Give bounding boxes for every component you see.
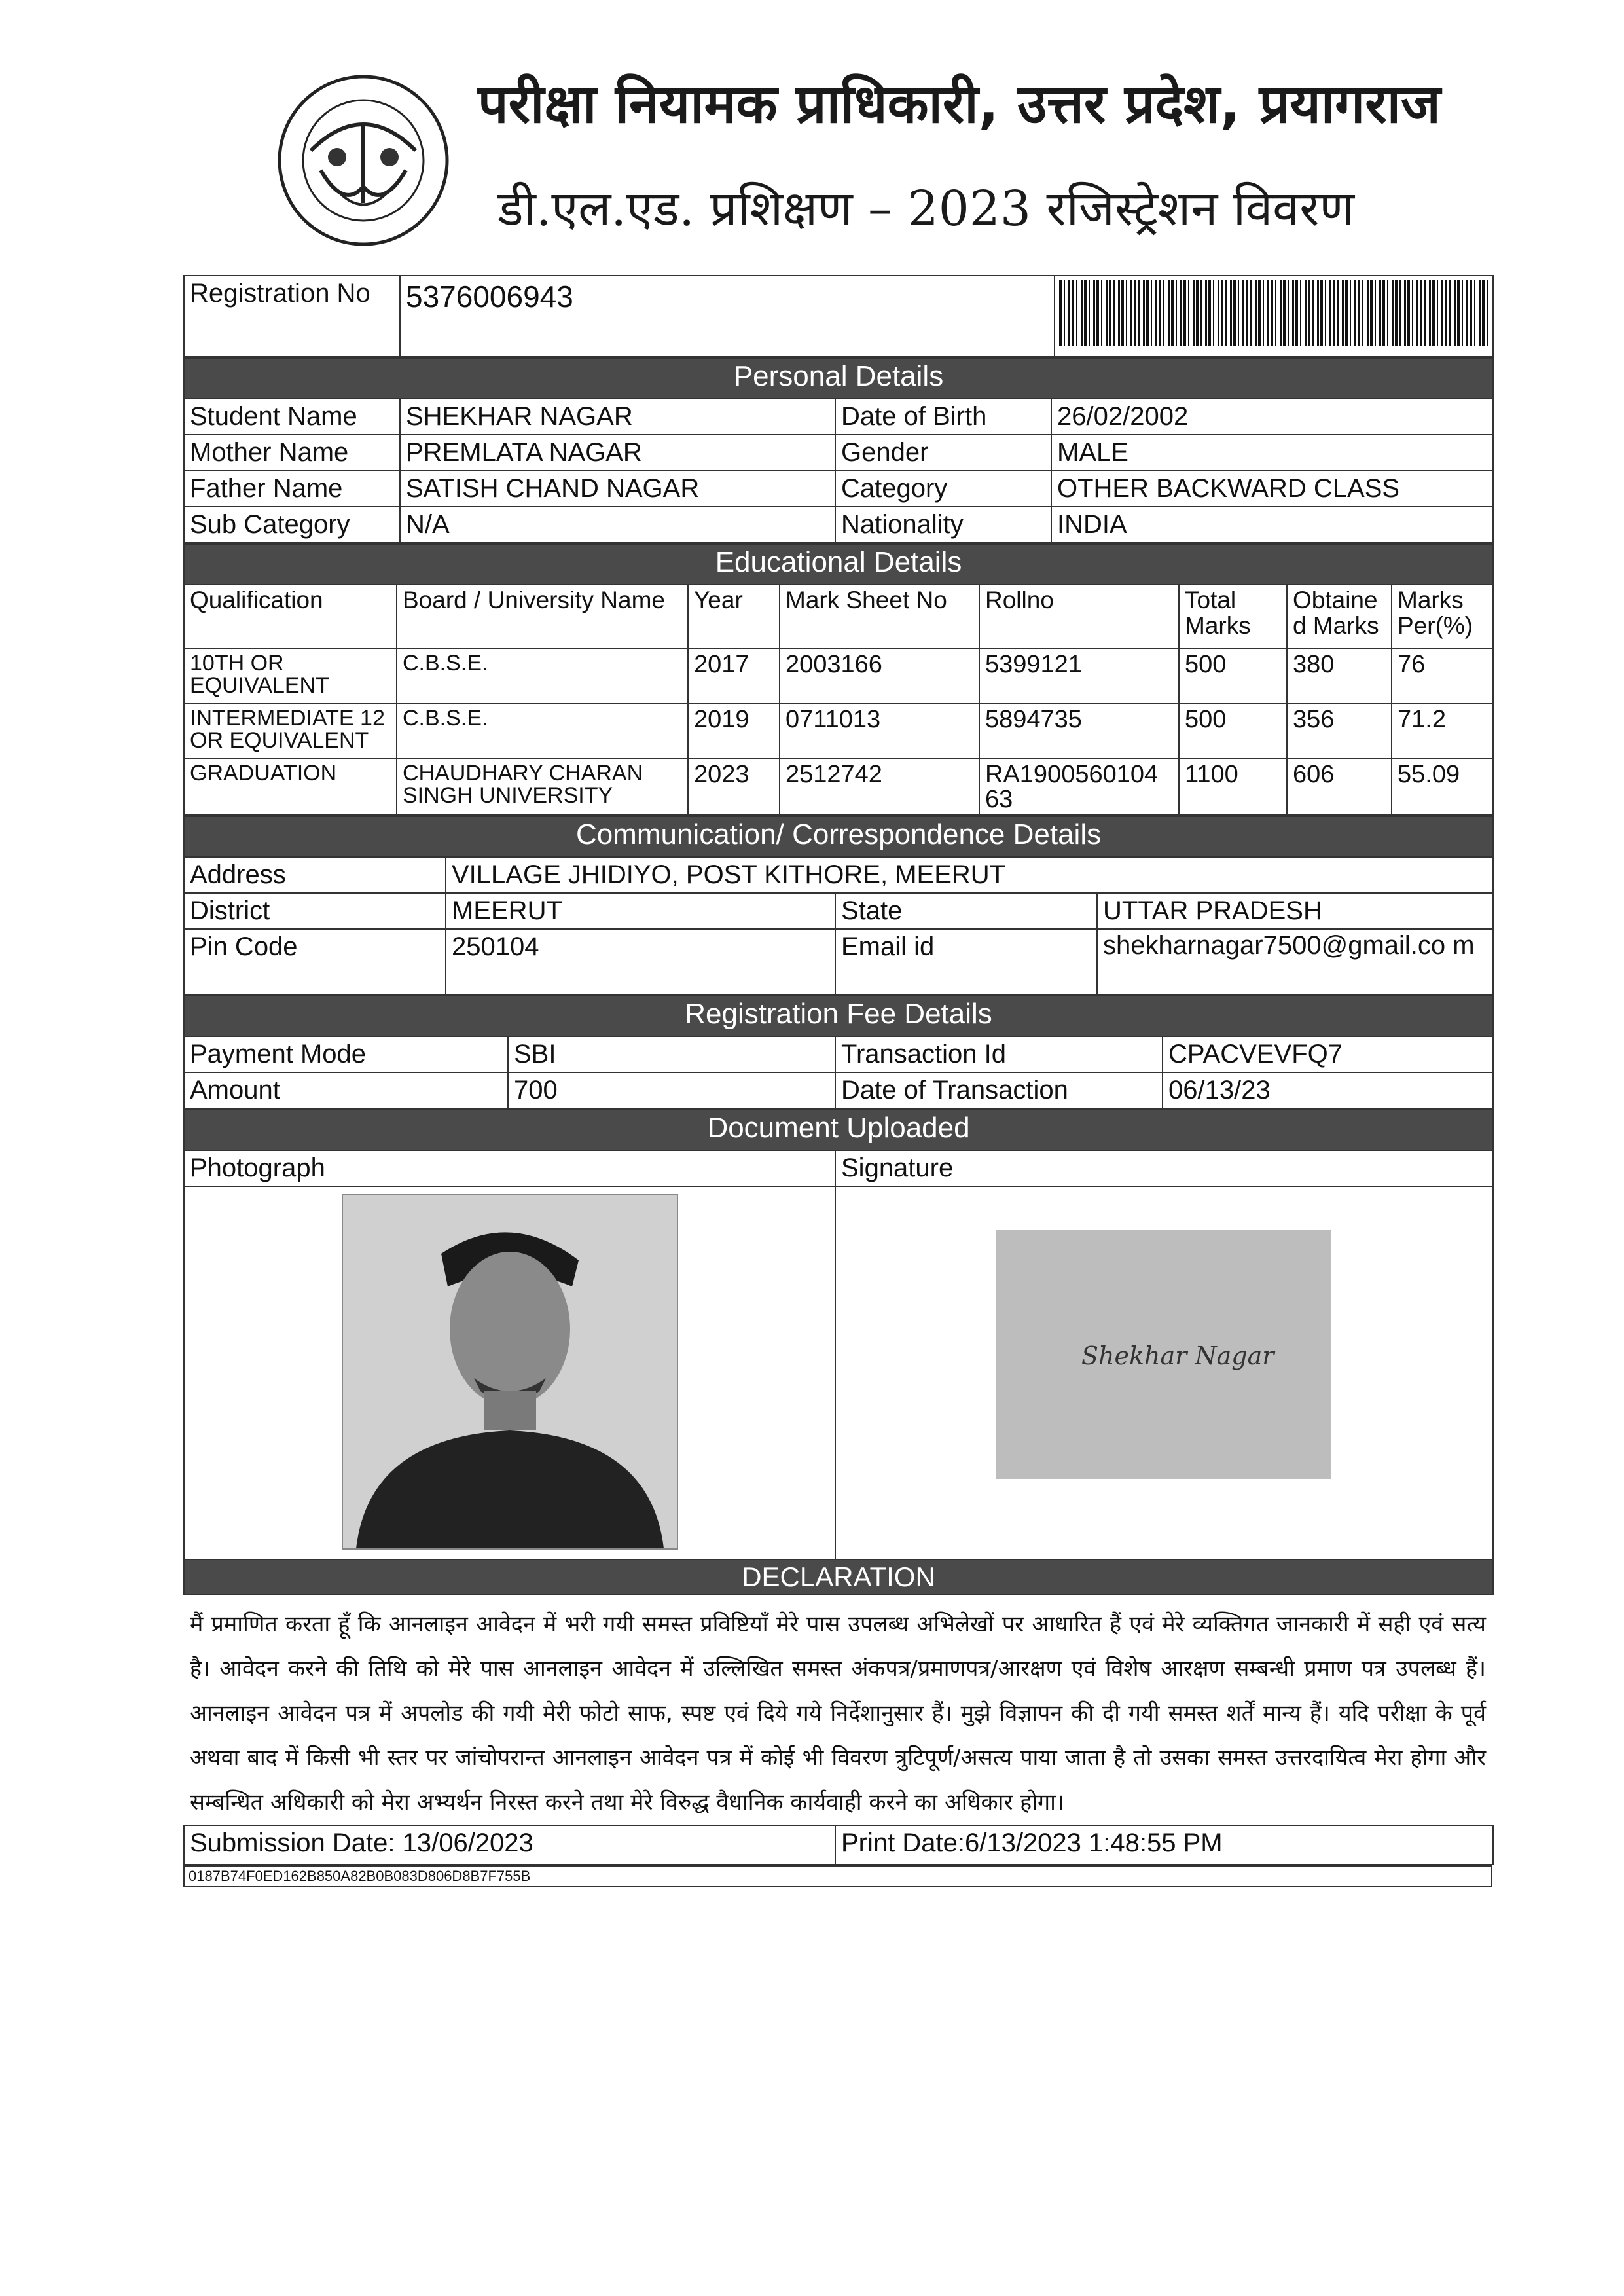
- print-date: Print Date:6/13/2023 1:48:55 PM: [835, 1825, 1493, 1865]
- table-cell: C.B.S.E.: [397, 704, 688, 759]
- table-cell: 71.2: [1392, 704, 1493, 759]
- applicant-photo: [342, 1194, 678, 1550]
- photograph-label: Photograph: [184, 1150, 835, 1186]
- education-heading: Educational Details: [184, 544, 1493, 585]
- col-marksheet: Mark Sheet No: [780, 585, 979, 649]
- communication-heading: Communication/ Correspondence Details: [184, 816, 1493, 857]
- state-value: UTTAR PRADESH: [1097, 893, 1493, 929]
- student-name-value: SHEKHAR NAGAR: [400, 399, 835, 435]
- category-value: OTHER BACKWARD CLASS: [1051, 471, 1493, 507]
- district-label: District: [184, 893, 446, 929]
- table-cell: 5399121: [979, 649, 1179, 704]
- address-value: VILLAGE JHIDIYO, POST KITHORE, MEERUT: [446, 857, 1493, 893]
- table-cell: 5894735: [979, 704, 1179, 759]
- footer-table: [183, 1825, 1494, 1865]
- header-title-line1: परीक्षा नियामक प्राधिकारी, उत्तर प्रदेश, प्रयागराज: [478, 73, 1441, 136]
- col-percent: Marks Per(%): [1392, 585, 1493, 649]
- table-cell: 500: [1179, 704, 1287, 759]
- hash-table: [183, 1865, 1492, 1887]
- table-cell: C.B.S.E.: [397, 649, 688, 704]
- personal-details-table: [183, 357, 1494, 543]
- nationality-label: Nationality: [835, 507, 1051, 543]
- district-value: MEERUT: [446, 893, 835, 929]
- category-label: Category: [835, 471, 1051, 507]
- nationality-value: INDIA: [1051, 507, 1493, 543]
- col-qualification: Qualification: [184, 585, 397, 649]
- address-label: Address: [184, 857, 446, 893]
- amount-label: Amount: [184, 1072, 508, 1108]
- table-cell: 500: [1179, 649, 1287, 704]
- table-cell: 76: [1392, 649, 1493, 704]
- signature-label: Signature: [835, 1150, 1493, 1186]
- state-label: State: [835, 893, 1097, 929]
- table-cell: 606: [1287, 759, 1392, 815]
- father-name-label: Father Name: [184, 471, 400, 507]
- table-cell: 10TH OR EQUIVALENT: [184, 649, 397, 704]
- barcode-icon: [1059, 280, 1489, 346]
- table-cell: GRADUATION: [184, 759, 397, 815]
- dob-value: 26/02/2002: [1051, 399, 1493, 435]
- email-value: shekharnagar7500@gmail.co m: [1097, 929, 1493, 994]
- communication-table: [183, 816, 1494, 995]
- pin-code-label: Pin Code: [184, 929, 446, 994]
- col-board: Board / University Name: [397, 585, 688, 649]
- gender-label: Gender: [835, 435, 1051, 471]
- mother-name-value: PREMLATA NAGAR: [400, 435, 835, 471]
- table-cell: CHAUDHARY CHARAN SINGH UNIVERSITY: [397, 759, 688, 815]
- col-total: Total Marks: [1179, 585, 1287, 649]
- personal-details-heading: Personal Details: [184, 358, 1493, 399]
- transaction-date-value: 06/13/23: [1163, 1072, 1493, 1108]
- gender-value: MALE: [1051, 435, 1493, 471]
- registration-form: [183, 275, 1492, 1887]
- table-cell: 2023: [688, 759, 780, 815]
- mother-name-label: Mother Name: [184, 435, 400, 471]
- student-name-label: Student Name: [184, 399, 400, 435]
- col-obtained: Obtaine d Marks: [1287, 585, 1392, 649]
- declaration-text: मैं प्रमाणित करता हूँ कि आनलाइन आवेदन में भरी गयी समस्त प्रविष्टियाँ मेरे पास उपलब्ध अभिलेखों पर आधारित हैं एवं मेरे व्यक्तिगत जानकारी में सही एवं सत्य है। आवेदन करने की तिथि को मेरे पास आनलाइन आवेदन में उल्लिखित समस्त अंकपत्र/प्रमाणपत्र/आरक्षण एवं विशेष आरक्षण सम्बन्धी प्रमाण पत्र उपलब्ध हैं। आनलाइन आवेदन पत्र में अपलोड की गयी मेरी फोटो साफ, स्पष्ट एवं दिये गये निर्देशानुसार हैं। मुझे विज्ञापन की दी गयी समस्त शर्तें मान्य हैं। यदि परीक्षा के पूर्व अथवा बाद में किसी भी स्तर पर जांचोपरान्त आनलाइन आवेदन पत्र में कोई भी विवरण त्रुटिपूर्ण/असत्य पाया जाता है तो उसका समस्त उत्तरदायित्व मेरा होगा और सम्बन्धित अधिकारी को मेरा अभ्यर्थन निरस्त करने तथा मेरे विरुद्ध वैधानिक कार्यवाही करने का अधिकार होगा।: [190, 1611, 1486, 1815]
- document-hash: 0187B74F0ED162B850A82B0B083D806D8B7F755B: [184, 1866, 1492, 1887]
- payment-mode-label: Payment Mode: [184, 1036, 508, 1072]
- table-cell: 55.09: [1392, 759, 1493, 815]
- documents-table: [183, 1109, 1494, 1595]
- fee-table: [183, 995, 1494, 1109]
- declaration-heading: DECLARATION: [184, 1559, 1493, 1595]
- registration-no-value: 5376006943: [400, 276, 1055, 357]
- table-cell: RA1900560104 63: [979, 759, 1179, 815]
- education-header-row: [184, 585, 1493, 649]
- table-cell: 2003166: [780, 649, 979, 704]
- dob-label: Date of Birth: [835, 399, 1051, 435]
- documents-heading: Document Uploaded: [184, 1110, 1493, 1150]
- amount-value: 700: [508, 1072, 835, 1108]
- table-cell: INTERMEDIATE 12 OR EQUIVALENT: [184, 704, 397, 759]
- table-cell: 356: [1287, 704, 1392, 759]
- table-cell: 2017: [688, 649, 780, 704]
- transaction-date-label: Date of Transaction: [835, 1072, 1163, 1108]
- up-government-emblem-icon: [272, 72, 455, 249]
- education-table: [183, 543, 1494, 816]
- table-cell: 2512742: [780, 759, 979, 815]
- transaction-id-label: Transaction Id: [835, 1036, 1163, 1072]
- table-cell: 0711013: [780, 704, 979, 759]
- payment-mode-value: SBI: [508, 1036, 835, 1072]
- sub-category-value: N/A: [400, 507, 835, 543]
- table-row: [184, 649, 1493, 704]
- sub-category-label: Sub Category: [184, 507, 400, 543]
- table-cell: 2019: [688, 704, 780, 759]
- table-row: [184, 759, 1493, 815]
- table-cell: 1100: [1179, 759, 1287, 815]
- col-rollno: Rollno: [979, 585, 1179, 649]
- transaction-id-value: CPACVEVFQ7: [1163, 1036, 1493, 1072]
- email-label: Email id: [835, 929, 1097, 994]
- registration-no-label: Registration No: [184, 276, 400, 357]
- col-year: Year: [688, 585, 780, 649]
- signature-text: Shekhar Nagar: [1081, 1341, 1274, 1370]
- table-cell: 380: [1287, 649, 1392, 704]
- table-row: [184, 704, 1493, 759]
- submission-date: Submission Date: 13/06/2023: [184, 1825, 835, 1865]
- header-title-line2: डी.एल.एड. प्रशिक्षण – 2023 रजिस्ट्रेशन विवरण: [497, 181, 1355, 237]
- father-name-value: SATISH CHAND NAGAR: [400, 471, 835, 507]
- pin-code-value: 250104: [446, 929, 835, 994]
- applicant-signature: [996, 1230, 1331, 1479]
- registration-table: [183, 275, 1494, 357]
- fee-heading: Registration Fee Details: [184, 996, 1493, 1036]
